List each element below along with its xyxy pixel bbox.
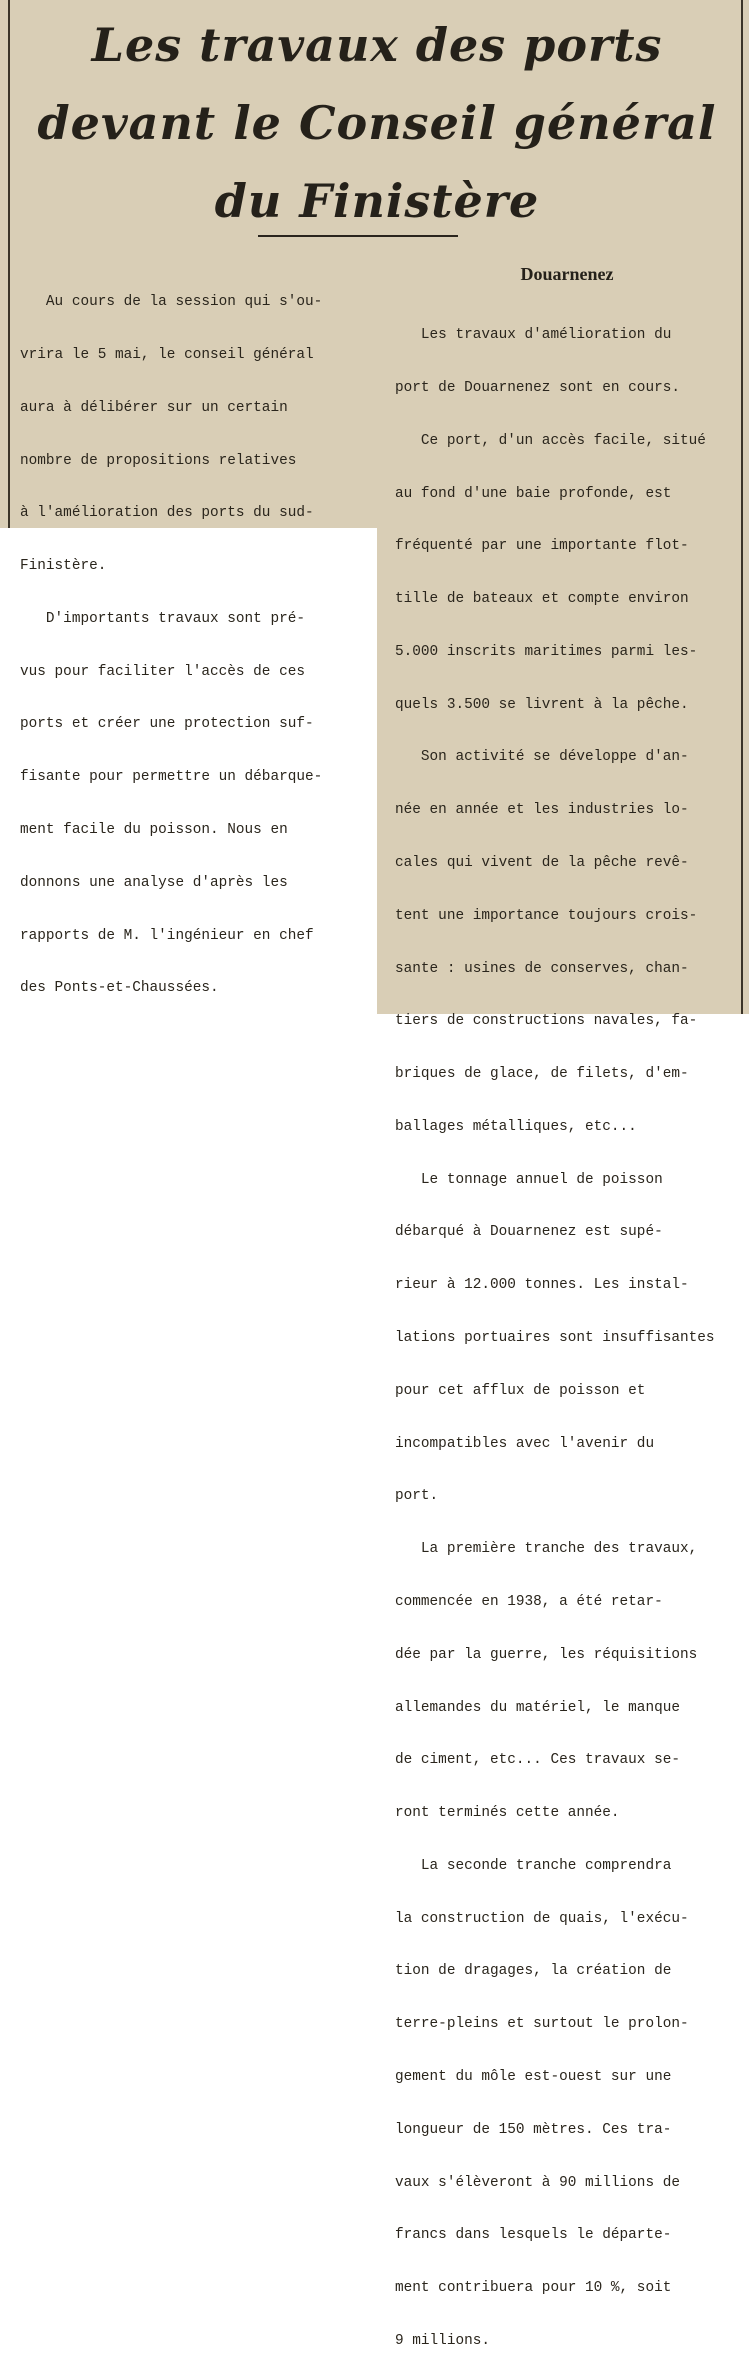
- text-line: Le tonnage annuel de poisson: [395, 1171, 663, 1188]
- text-line: rapports de M. l'ingénieur en chef: [20, 927, 314, 944]
- text-line: briques de glace, de filets, d'em-: [395, 1066, 689, 1083]
- text-line: donnons une analyse d'après les: [20, 874, 288, 891]
- text-line: lations portuaires sont insuffisantes: [395, 1330, 715, 1347]
- headline-line: devant le Conseil général: [37, 96, 717, 150]
- text-line: à l'amélioration des ports du sud-: [20, 505, 314, 522]
- headline-line: Les travaux des ports: [91, 18, 663, 72]
- text-line: ballages métalliques, etc...: [395, 1118, 637, 1135]
- text-line: nombre de propositions relatives: [20, 452, 297, 469]
- text-line: vrira le 5 mai, le conseil général: [20, 346, 314, 363]
- text-line: port de Douarnenez sont en cours.: [395, 379, 680, 396]
- column-border-right: [741, 0, 743, 1014]
- column-border-left: [8, 0, 10, 528]
- text-line: incompatibles avec l'avenir du: [395, 1435, 655, 1452]
- text-line: Au cours de la session qui s'ou-: [20, 294, 323, 311]
- text-line: ment facile du poisson. Nous en: [20, 822, 288, 838]
- headline: [14, 6, 740, 240]
- text-line: cales qui vivent de la pêche revê-: [395, 855, 689, 871]
- text-line: débarqué à Douarnenez est supé-: [395, 1224, 663, 1241]
- text-line: ports et créer une protection suf-: [20, 716, 314, 733]
- text-line: tille de bateaux et compte environ: [395, 591, 689, 608]
- text-line: ront terminés cette année.: [395, 1805, 620, 1822]
- text-line: port.: [395, 1488, 439, 1505]
- text-line: francs dans lesquels le départe-: [395, 2227, 672, 2244]
- left-column: [20, 259, 322, 1016]
- text-line: dée par la guerre, les réquisitions: [395, 1646, 698, 1663]
- text-line: la construction de quais, l'exécu-: [395, 1910, 689, 1927]
- text-line: allemandes du matériel, le manque: [395, 1699, 680, 1716]
- text-line: gement du môle est-ouest sur une: [395, 2068, 672, 2085]
- text-line: vus pour faciliter l'accès de ces: [20, 663, 305, 680]
- text-line: 5.000 inscrits maritimes parmi les-: [395, 643, 698, 660]
- right-column: [395, 292, 715, 2368]
- text-line: tent une importance toujours crois-: [395, 907, 698, 924]
- text-line: vaux s'élèveront à 90 millions de: [395, 2174, 680, 2191]
- text-line: commencée en 1938, a été retar-: [395, 1593, 663, 1610]
- text-line: La première tranche des travaux,: [395, 1541, 698, 1558]
- headline-line: du Finistère: [214, 174, 540, 228]
- headline-rule: [258, 235, 458, 237]
- text-line: D'importants travaux sont pré-: [20, 610, 305, 627]
- text-line: au fond d'une baie profonde, est: [395, 485, 672, 502]
- text-line: quels 3.500 se livrent à la pêche.: [395, 696, 689, 713]
- section-subhead: Douarnenez: [520, 264, 614, 284]
- text-line: ment contribuera pour 10 %, soit: [395, 2280, 672, 2297]
- text-line: tiers de constructions navales, fa-: [395, 1013, 698, 1030]
- text-line: fréquenté par une importante flot-: [395, 538, 689, 555]
- text-line: des Ponts-et-Chaussées.: [20, 980, 219, 997]
- text-line: longueur de 150 mètres. Ces tra-: [395, 2121, 672, 2138]
- text-line: La seconde tranche comprendra: [395, 1857, 672, 1874]
- text-line: aura à délibérer sur un certain: [20, 399, 288, 416]
- text-line: sante : usines de conserves, chan-: [395, 960, 689, 977]
- text-line: née en année et les industries lo-: [395, 802, 689, 819]
- text-line: Finistère.: [20, 558, 107, 575]
- text-line: rieur à 12.000 tonnes. Les instal-: [395, 1277, 689, 1294]
- text-line: Son activité se développe d'an-: [395, 749, 689, 766]
- text-line: 9 millions.: [395, 2332, 490, 2349]
- text-line: terre-pleins et surtout le prolon-: [395, 2016, 689, 2033]
- text-line: fisante pour permettre un débarque-: [20, 769, 323, 786]
- text-line: Les travaux d'amélioration du: [395, 327, 672, 344]
- text-line: Ce port, d'un accès facile, situé: [395, 432, 706, 449]
- text-line: tion de dragages, la création de: [395, 1963, 672, 1980]
- text-line: de ciment, etc... Ces travaux se-: [395, 1752, 680, 1769]
- text-line: pour cet afflux de poisson et: [395, 1382, 646, 1399]
